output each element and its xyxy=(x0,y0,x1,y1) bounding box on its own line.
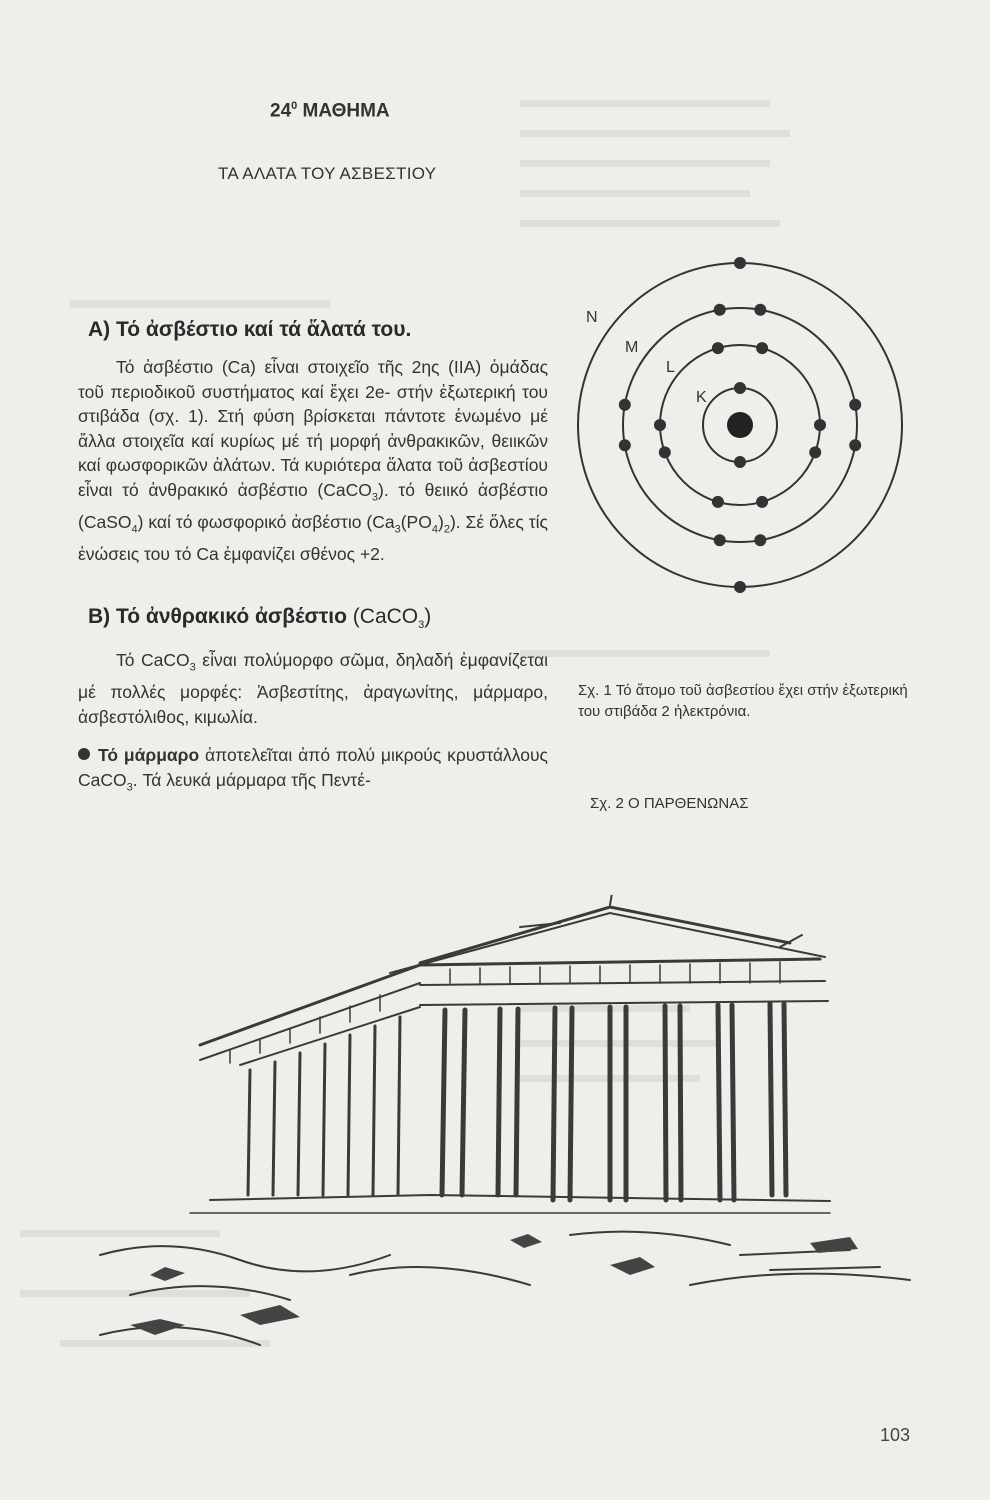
electron-n xyxy=(734,257,746,269)
label-n: N xyxy=(586,309,598,326)
figure2-caption: Σχ. 2 Ο ΠΑΡΘΕΝΩΝΑΣ xyxy=(590,795,749,812)
section-b-heading: Β) Τό ἀνθρακικό ἀσβέστιο (CaCO$_3$) xyxy=(88,605,432,632)
page-number: 103 xyxy=(880,1425,911,1445)
label-k: K xyxy=(696,389,707,406)
electron-m xyxy=(619,399,631,411)
bullet-icon xyxy=(78,748,90,760)
electron-l xyxy=(756,496,768,508)
nucleus xyxy=(727,412,753,438)
lesson-word: ΜΑΘΗΜΑ xyxy=(302,100,390,122)
lesson-degree: 0 xyxy=(291,100,298,112)
electron-l xyxy=(756,342,768,354)
electron-l xyxy=(659,446,671,458)
electron-l xyxy=(814,419,826,431)
lesson-number: 24 xyxy=(270,100,292,122)
electron-l xyxy=(809,446,821,458)
lesson-subtitle: ΤΑ ΑΛΑΤΑ ΤΟΥ ΑΣΒΕΣΤΙΟΥ xyxy=(218,164,437,183)
section-a-paragraph: Τό ἀσβέστιο (Ca) εἶναι στοιχεῖο τῆς 2ης (IIA) ὁμάδας τοῦ περιοδικοῦ συστήματος καί ἔχει 2e- στήν ἐξωτερική του στιβάδα (σχ. 1). Στή φύση βρίσκεται πάντοτε ἑνωμένο μέ ἄλλα στοιχεῖα καί κυρίως μέ τή μορφή ἀνθρακικῶν, θειικῶν καί φωσφορικῶν ἁλάτων. Τά κυριότερα ἅλατα τοῦ ἀσβεστίου εἶναι τό ἀνθρακικό ἀσβέστιο (CaCO$_3$). τό θειικό ἀσβέστιο (CaSO$_4$) καί τό φωσφορικό ἀσβέστιο $(Ca_3(PO_4)_2)$. Σέ ὅλες τίς ἐνώσεις του τό Ca ἐμφανίζει σθένος +2. xyxy=(78,357,548,564)
marble-bullet: Τό μάρμαρο ἀποτελεῖται ἀπό πολύ μικρούς κρυστάλλους CaCO$_3$. Τά λευκά μάρμαρα τῆς Πεντέ- xyxy=(78,745,548,793)
electron-l xyxy=(654,419,666,431)
electron-l xyxy=(712,342,724,354)
figure1-caption: Σχ. 1 Τό ἄτομο τοῦ ἀσβεστίου ἔχει στήν ἐξωτερική του στιβάδα 2 ἠλεκτρόνια. xyxy=(578,682,908,720)
electron-m xyxy=(619,439,631,451)
parthenon-sketch xyxy=(90,895,970,1365)
section-b-paragraph: Τό CaCO$_3$ εἶναι πολύμορφο σῶμα, δηλαδή ἐμφανίζεται μέ πολλές μορφές: Ἀσβεστίτης, ἀραγωνίτης, μάρμαρο, ἀσβεστόλιθος, κιμωλία. Τό μάρμαρο ἀποτελεῖται ἀπό πολύ μικρούς κρυστάλλους CaCO$_3$. Τά λευκά μάρμαρα τῆς Πεντέ- xyxy=(78,648,548,800)
label-l: L xyxy=(666,359,675,376)
electron-m xyxy=(849,399,861,411)
electron-m xyxy=(714,534,726,546)
electron-m xyxy=(754,534,766,546)
electron-k xyxy=(734,382,746,394)
electron-l xyxy=(712,496,724,508)
label-m: M xyxy=(625,339,639,356)
section-a-heading: Α) Τό ἀσβέστιο καί τά ἅλατά του. xyxy=(88,318,412,341)
electron-m xyxy=(714,304,726,316)
electron-m xyxy=(754,304,766,316)
electron-m xyxy=(849,439,861,451)
calcium-atom-diagram xyxy=(570,250,930,610)
electron-k xyxy=(734,456,746,468)
electron-n xyxy=(734,581,746,593)
lesson-title xyxy=(270,100,390,122)
